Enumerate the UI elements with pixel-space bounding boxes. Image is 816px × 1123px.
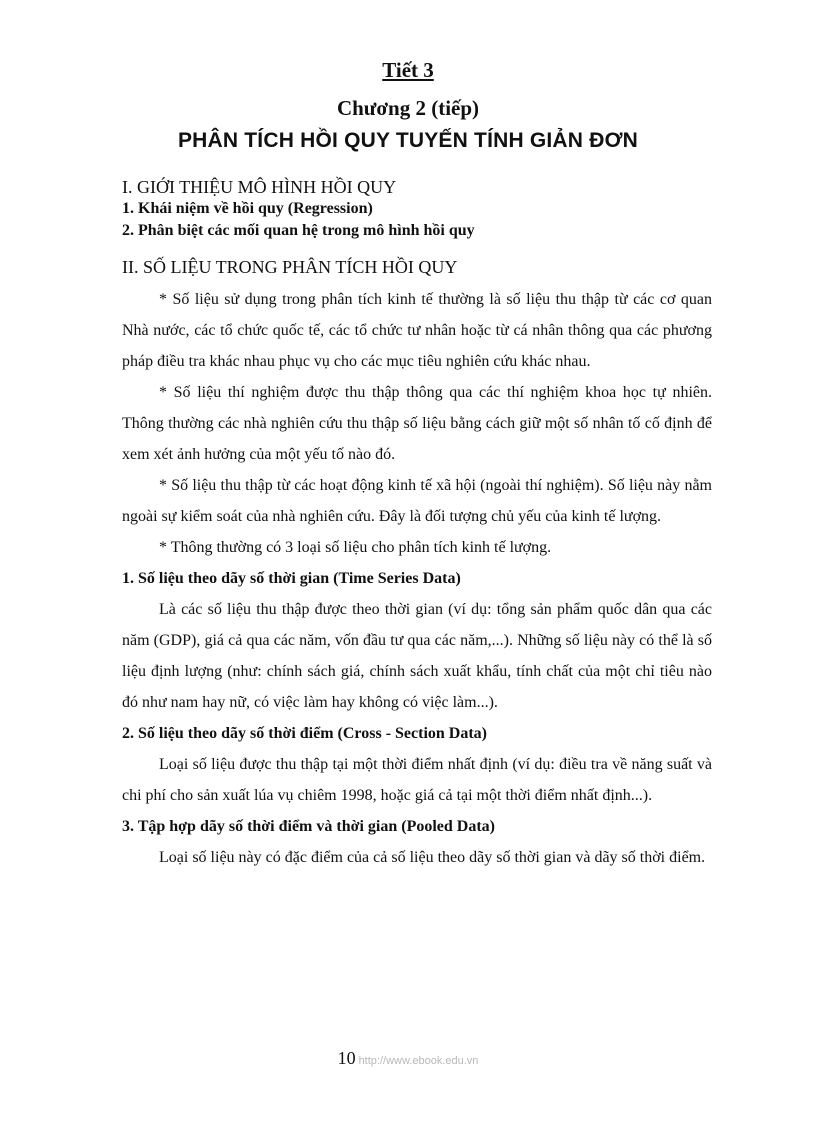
subsection-heading-pooled: 3. Tập hợp dãy số thời điểm và thời gian (Pooled Data)	[122, 818, 495, 835]
section1-heading: I. GIỚI THIỆU MÔ HÌNH HỒI QUY	[122, 177, 397, 197]
lesson-title: Tiết 3	[382, 58, 434, 82]
page-footer	[0, 1048, 816, 1069]
section1-sub1: 1. Khái niệm về hồi quy (Regression)	[122, 200, 373, 217]
paragraph: * Số liệu thu thập từ các hoạt động kinh tế xã hội (ngoài thí nghiệm). Số liệu này nằm ngoài sự kiểm soát của nhà nghiên cứu. Đây là đối tượng chủ yếu của kinh tế lượng.	[122, 477, 712, 525]
paragraph: Là các số liệu thu thập được theo thời gian (ví dụ: tổng sản phẩm quốc dân qua các năm (GDP), giá cả qua các năm, vốn đầu tư qua các năm,...). Những số liệu này có thể là số liệu định lượng (như: chính sách giá, chính sách xuất khẩu, tính chất của một chỉ tiêu nào đó như nam hay nữ, có việc làm hay không có việc làm...).	[122, 601, 712, 711]
paragraph: Loại số liệu này có đặc điểm của cả số liệu theo dãy số thời gian và dãy số thời điểm.	[159, 849, 706, 866]
paragraph: Loại số liệu được thu thập tại một thời điểm nhất định (ví dụ: điều tra về năng suất và chi phí cho sản xuất lúa vụ chiêm 1998, hoặc giá cả tại một thời điểm nhất định...).	[122, 756, 712, 804]
paragraph: * Số liệu thí nghiệm được thu thập thông qua các thí nghiệm khoa học tự nhiên. Thông thường các nhà nghiên cứu thu thập số liệu bằng cách giữ một số nhân tố cố định để xem xét ảnh hưởng của một yếu tố nào đó.	[122, 384, 712, 463]
section1-sub2: 2. Phân biệt các mối quan hệ trong mô hình hồi quy	[122, 222, 475, 239]
content-body	[122, 176, 712, 873]
chapter-title: Chương 2 (tiếp)	[336, 96, 480, 120]
subsection-heading-cross-section: 2. Số liệu theo dãy số thời điểm (Cross - Section Data)	[122, 725, 488, 742]
main-title: PHÂN TÍCH HỒI QUY TUYẾN TÍNH GIẢN ĐƠN	[177, 129, 639, 152]
section2-heading: II. SỐ LIỆU TRONG PHÂN TÍCH HỒI QUY	[122, 257, 458, 277]
page-number: 10	[337, 1048, 356, 1068]
paragraph: * Thông thường có 3 loại số liệu cho phân tích kinh tế lượng.	[159, 539, 552, 556]
subsection-heading-time-series: 1. Số liệu theo dãy số thời gian (Time Series Data)	[122, 570, 461, 587]
footer-url[interactable]: http://www.ebook.edu.vn	[358, 1055, 479, 1067]
paragraph: * Số liệu sử dụng trong phân tích kinh tế thường là số liệu thu thập từ các cơ quan Nhà nước, các tổ chức quốc tế, các tổ chức tư nhân hoặc từ cá nhân thông qua các phương pháp điều tra khác nhau phục vụ cho các mục tiêu nghiên cứu khác nhau.	[122, 291, 712, 370]
